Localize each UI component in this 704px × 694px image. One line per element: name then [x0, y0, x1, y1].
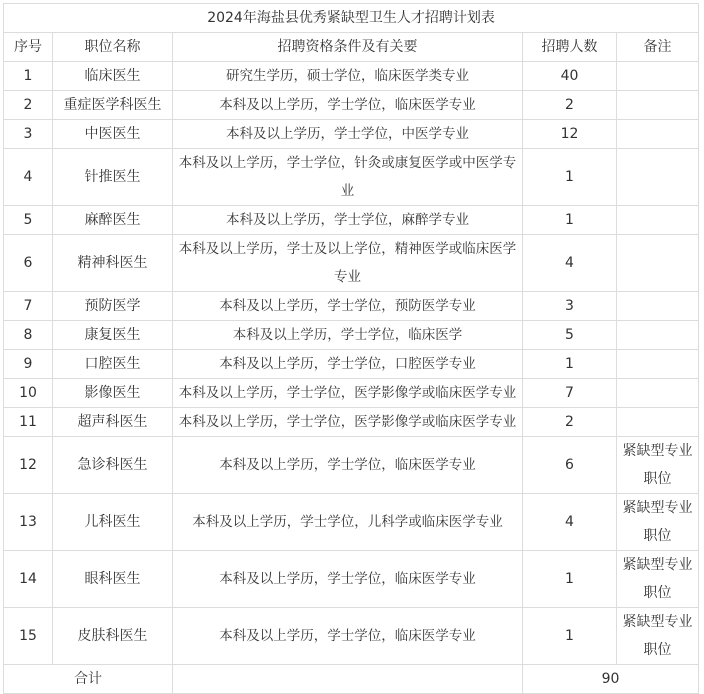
cell-index: 14 — [4, 551, 53, 608]
cell-index: 8 — [4, 321, 53, 350]
total-qualification — [173, 665, 523, 694]
header-qualification: 招聘资格条件及有关要 — [173, 33, 523, 62]
cell-position: 超声科医生 — [53, 408, 173, 437]
cell-qualification: 本科及以上学历，学士学位，医学影像学或临床医学专业 — [173, 379, 523, 408]
header-index: 序号 — [4, 33, 53, 62]
table-title: 2024年海盐县优秀紧缺型卫生人才招聘计划表 — [4, 4, 699, 33]
table-row — [4, 235, 699, 292]
table-row — [4, 62, 699, 91]
cell-note: 紧缺型专业职位 — [617, 437, 699, 494]
cell-qualification: 本科及以上学历，学士学位，临床医学专业 — [173, 608, 523, 665]
cell-position: 眼科医生 — [53, 551, 173, 608]
cell-note — [617, 62, 699, 91]
table-row — [4, 379, 699, 408]
cell-note — [617, 292, 699, 321]
cell-qualification: 本科及以上学历，学士学位，中医学专业 — [173, 120, 523, 149]
cell-count: 4 — [523, 235, 617, 292]
total-count: 90 — [523, 665, 699, 694]
cell-qualification: 研究生学历，硕士学位，临床医学类专业 — [173, 62, 523, 91]
recruitment-plan-container — [3, 3, 699, 694]
cell-note — [617, 235, 699, 292]
cell-position: 康复医生 — [53, 321, 173, 350]
table-row — [4, 149, 699, 206]
cell-position: 预防医学 — [53, 292, 173, 321]
cell-count: 7 — [523, 379, 617, 408]
cell-qualification: 本科及以上学历，学士学位，麻醉学专业 — [173, 206, 523, 235]
cell-qualification: 本科及以上学历，学士学位，临床医学专业 — [173, 437, 523, 494]
table-row — [4, 321, 699, 350]
cell-index: 7 — [4, 292, 53, 321]
cell-note — [617, 321, 699, 350]
cell-note — [617, 206, 699, 235]
cell-index: 1 — [4, 62, 53, 91]
table-row — [4, 91, 699, 120]
table-body — [4, 4, 699, 694]
cell-count: 3 — [523, 292, 617, 321]
cell-index: 13 — [4, 494, 53, 551]
cell-position: 麻醉医生 — [53, 206, 173, 235]
cell-note — [617, 350, 699, 379]
cell-note: 紧缺型专业职位 — [617, 551, 699, 608]
cell-index: 11 — [4, 408, 53, 437]
cell-qualification: 本科及以上学历，学士学位，临床医学专业 — [173, 551, 523, 608]
cell-index: 2 — [4, 91, 53, 120]
title-row — [4, 4, 699, 33]
cell-count: 6 — [523, 437, 617, 494]
cell-count: 1 — [523, 551, 617, 608]
cell-position: 口腔医生 — [53, 350, 173, 379]
cell-qualification: 本科及以上学历，学士及以上学位，精神医学或临床医学专业 — [173, 235, 523, 292]
table-row — [4, 551, 699, 608]
cell-count: 4 — [523, 494, 617, 551]
cell-position: 精神科医生 — [53, 235, 173, 292]
table-row — [4, 437, 699, 494]
header-row — [4, 33, 699, 62]
header-note: 备注 — [617, 33, 699, 62]
cell-note — [617, 408, 699, 437]
table-row — [4, 350, 699, 379]
cell-count: 1 — [523, 206, 617, 235]
cell-note: 紧缺型专业职位 — [617, 608, 699, 665]
table-row — [4, 120, 699, 149]
cell-position: 针推医生 — [53, 149, 173, 206]
header-position: 职位名称 — [53, 33, 173, 62]
cell-index: 3 — [4, 120, 53, 149]
cell-note — [617, 379, 699, 408]
total-row — [4, 665, 699, 694]
cell-position: 影像医生 — [53, 379, 173, 408]
cell-qualification: 本科及以上学历，学士学位，临床医学 — [173, 321, 523, 350]
cell-count: 1 — [523, 149, 617, 206]
cell-position: 重症医学科医生 — [53, 91, 173, 120]
cell-index: 6 — [4, 235, 53, 292]
cell-count: 2 — [523, 408, 617, 437]
cell-position: 中医医生 — [53, 120, 173, 149]
cell-position: 急诊科医生 — [53, 437, 173, 494]
total-label: 合计 — [4, 665, 173, 694]
cell-qualification: 本科及以上学历，学士学位，口腔医学专业 — [173, 350, 523, 379]
cell-qualification: 本科及以上学历，学士学位，临床医学专业 — [173, 91, 523, 120]
cell-note: 紧缺型专业职位 — [617, 494, 699, 551]
cell-index: 12 — [4, 437, 53, 494]
table-row — [4, 292, 699, 321]
cell-qualification: 本科及以上学历，学士学位，针灸或康复医学或中医学专业 — [173, 149, 523, 206]
cell-count: 40 — [523, 62, 617, 91]
cell-index: 5 — [4, 206, 53, 235]
cell-index: 15 — [4, 608, 53, 665]
cell-note — [617, 149, 699, 206]
cell-count: 1 — [523, 608, 617, 665]
cell-qualification: 本科及以上学历，学士学位，预防医学专业 — [173, 292, 523, 321]
cell-count: 2 — [523, 91, 617, 120]
cell-note — [617, 120, 699, 149]
cell-index: 10 — [4, 379, 53, 408]
cell-position: 儿科医生 — [53, 494, 173, 551]
cell-index: 4 — [4, 149, 53, 206]
table-row — [4, 494, 699, 551]
cell-count: 12 — [523, 120, 617, 149]
cell-qualification: 本科及以上学历，学士学位，儿科学或临床医学专业 — [173, 494, 523, 551]
cell-qualification: 本科及以上学历，学士学位，医学影像学或临床医学专业 — [173, 408, 523, 437]
cell-index: 9 — [4, 350, 53, 379]
header-count: 招聘人数 — [523, 33, 617, 62]
recruitment-plan-table — [3, 3, 699, 694]
cell-count: 1 — [523, 350, 617, 379]
cell-note — [617, 91, 699, 120]
cell-position: 皮肤科医生 — [53, 608, 173, 665]
table-row — [4, 608, 699, 665]
table-row — [4, 408, 699, 437]
cell-count: 5 — [523, 321, 617, 350]
table-row — [4, 206, 699, 235]
cell-position: 临床医生 — [53, 62, 173, 91]
